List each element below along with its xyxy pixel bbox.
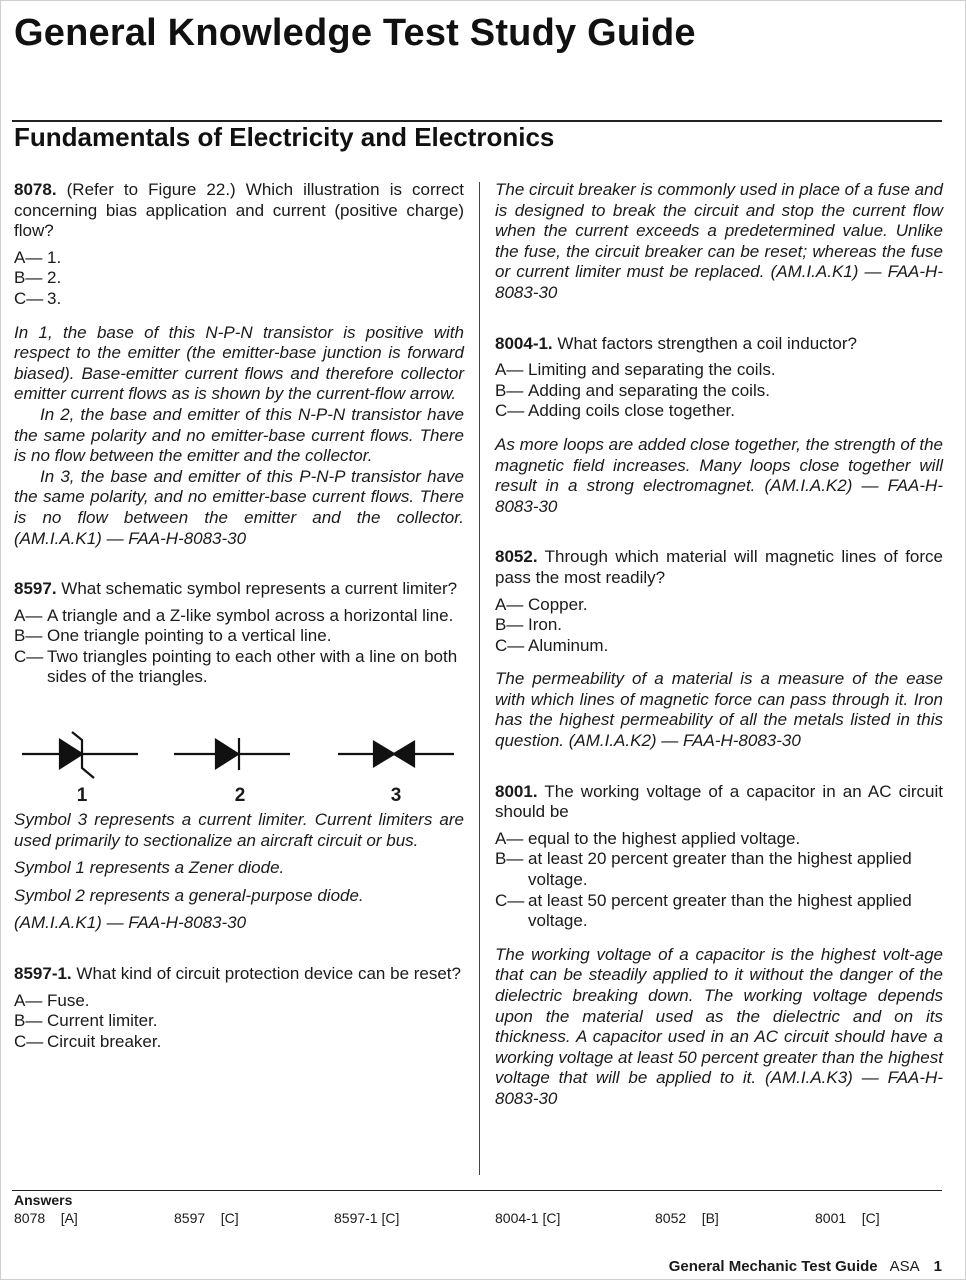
choice-text: Fuse. (47, 990, 90, 1010)
answer-choices (14, 991, 464, 1053)
answer-choices (14, 606, 464, 688)
question-text (495, 782, 943, 823)
question-number: 8597-1. (14, 964, 72, 984)
answer-key-item: 8597-1 [C] (334, 1210, 400, 1226)
choice-b (14, 1011, 464, 1032)
choice-letter: B— (14, 1011, 43, 1031)
choice-letter: A— (14, 247, 43, 267)
section-title: Fundamentals of Electricity and Electronics (14, 122, 555, 152)
choice-letter: A— (14, 605, 43, 625)
choice-text: Adding coils close together. (528, 401, 735, 421)
choice-text: equal to the highest applied voltage. (528, 828, 801, 848)
question-8001 (495, 782, 943, 1110)
answers-rule (12, 1190, 942, 1191)
choice-text: Iron. (528, 615, 563, 635)
answer-choices (495, 829, 943, 932)
schematic-symbols-figure (14, 710, 464, 810)
question-stem: Through which material will magnetic lines of force pass the most readily? (495, 547, 944, 587)
choice-text: 2. (47, 268, 62, 288)
choice-a (14, 991, 464, 1012)
column-divider (479, 182, 480, 1175)
choice-letter: B— (14, 626, 43, 646)
choice-a (495, 829, 943, 850)
answers-heading: Answers (14, 1192, 73, 1208)
page-footer (669, 1258, 942, 1275)
choice-b (14, 626, 464, 647)
choice-b (495, 381, 943, 402)
explanation-paragraph: In 3, the base and emitter of this P-N-P transistor have the same polarity, and no emitter-base current flows. There is no flow between the emitter and the collector. (AM.I.A.K1) — FAA-H-8083-30 (14, 466, 464, 548)
explanation-paragraph: Symbol 2 represents a general-purpose diode. (14, 885, 364, 905)
answer-key-item: 8078 [A] (14, 1210, 78, 1226)
right-column (495, 180, 943, 1110)
choice-text: Current limiter. (47, 1011, 158, 1031)
choice-letter: B— (14, 268, 43, 288)
choice-letter: C— (495, 635, 525, 655)
choice-text: at least 20 percent greater than the highest applied voltage. (528, 849, 912, 890)
choice-c (14, 647, 464, 688)
answer-key-item: 8597 [C] (174, 1210, 239, 1226)
figure-label-2: 2 (234, 785, 246, 807)
question-stem: What schematic symbol represents a current limiter? (61, 579, 458, 599)
choice-c (495, 636, 943, 657)
choice-text: A triangle and a Z-like symbol across a horizontal line. (47, 605, 454, 625)
question-number: 8004-1. (495, 333, 553, 353)
question-text (14, 579, 464, 600)
choice-letter: C— (495, 890, 525, 910)
choice-text: One triangle pointing to a vertical line. (47, 626, 332, 646)
choice-text: Aluminum. (528, 635, 609, 655)
choice-a (495, 595, 943, 616)
choice-letter: C— (14, 646, 44, 666)
choice-letter: C— (14, 288, 44, 308)
question-8597-1 (14, 964, 464, 1052)
question-8052 (495, 547, 943, 751)
choice-c (495, 891, 943, 932)
explanation-paragraph: Symbol 3 represents a current limiter. Current limiters are used primarily to sectionalize an aircraft circuit or bus. (14, 810, 464, 850)
question-number: 8001. (495, 781, 538, 801)
question-stem: (Refer to Figure 22.) Which illustration is correct concerning bias application and current (positive charge) flow? (14, 180, 464, 241)
choice-a (14, 606, 464, 627)
answer-key-item: 8001 [C] (815, 1210, 880, 1226)
left-column (14, 180, 464, 1065)
explanation-paragraph: The permeability of a material is a measure of the ease with which lines of magnetic force can pass through it. Iron has the highest permeability of all the metals listed in this question. (AM.I.A.K2) — FAA-H-8083-30 (495, 669, 943, 751)
question-stem: What kind of circuit protection device can be reset? (76, 964, 461, 984)
question-number: 8597. (14, 579, 57, 599)
choice-letter: A— (495, 594, 524, 614)
answer-choices (495, 595, 943, 657)
choice-letter: C— (495, 401, 525, 421)
choice-letter: B— (495, 615, 524, 635)
choice-letter: A— (14, 990, 43, 1010)
footer-guide-title: General Mechanic Test Guide (668, 1258, 878, 1275)
question-8597 (14, 579, 464, 934)
choice-letter: B— (495, 380, 524, 400)
explanation-paragraph: Symbol 1 represents a Zener diode. (14, 858, 285, 878)
question-stem: The working voltage of a capacitor in an AC circuit should be (495, 781, 943, 822)
schematic-symbols (14, 710, 464, 790)
choice-letter: B— (495, 849, 524, 869)
choice-letter: C— (14, 1031, 44, 1051)
explanation-reference: (AM.I.A.K1) — FAA-H-8083-30 (14, 913, 247, 933)
question-text (14, 964, 464, 985)
choice-letter: A— (495, 360, 524, 380)
question-number: 8078. (14, 180, 57, 199)
choice-text: 1. (47, 247, 62, 267)
footer-publisher: ASA (889, 1258, 920, 1275)
choice-c (14, 289, 464, 310)
choice-letter: A— (495, 828, 524, 848)
choice-text: Circuit breaker. (47, 1031, 162, 1051)
choice-text: at least 50 percent greater than the highest applied voltage. (528, 890, 912, 931)
question-text (495, 547, 943, 588)
choice-text: 3. (47, 288, 62, 308)
explanation-8597-1: The circuit breaker is commonly used in place of a fuse and is designed to break the circuit and stop the current flow when the current exceeds a predetermined value. Unlike the fuse, the circuit breaker can be reset; whereas the fuse or current limiter must be replaced. (AM.I.A.K1) — FAA-H-8083-30 (495, 180, 943, 302)
current-limiter-symbol (338, 742, 454, 766)
choice-text: Copper. (528, 594, 588, 614)
choice-b (495, 615, 943, 636)
question-8004-1 (495, 334, 943, 518)
answer-key-item: 8004-1 [C] (495, 1210, 561, 1226)
explanation-paragraph: In 1, the base of this N-P-N transistor is positive with respect to the emitter (the emitter-base junction is forward biased). Base-emitter current flows and therefore collector emitter current flows as is shown by the current-flow arrow. (14, 322, 464, 404)
choice-text: Limiting and separating the coils. (528, 360, 776, 380)
choice-a (495, 360, 943, 381)
choice-b (495, 849, 943, 890)
choice-text: Two triangles pointing to each other with a line on both sides of the triangles. (47, 646, 458, 687)
answer-choices (14, 248, 464, 310)
page-number: 1 (933, 1258, 942, 1275)
page-title: General Knowledge Test Study Guide (14, 12, 696, 54)
question-number: 8052. (495, 547, 538, 567)
figure-label-1: 1 (76, 785, 88, 807)
question-text (495, 334, 943, 355)
question-stem: What factors strengthen a coil inductor? (557, 333, 857, 353)
diode-symbol (174, 738, 290, 770)
choice-a (14, 248, 464, 269)
explanation-paragraph: In 2, the base and emitter of this N-P-N transistor have the same polarity and no emitter-base current flows. There is no flow between the emitter and the collector. (14, 404, 464, 466)
choice-b (14, 268, 464, 289)
answer-key-item: 8052 [B] (655, 1210, 719, 1226)
question-8078 (14, 180, 464, 549)
zener-diode-symbol (22, 732, 138, 778)
choice-c (495, 401, 943, 422)
explanation-paragraph: As more loops are added close together, the strength of the magnetic field increases. Many loops close together will result in a strong electromagnet. (AM.I.A.K2) — FAA-H-8083-30 (495, 434, 943, 516)
choice-text: Adding and separating the coils. (528, 380, 770, 400)
answer-choices (495, 360, 943, 422)
choice-c (14, 1032, 464, 1053)
figure-label-3: 3 (390, 785, 402, 807)
explanation-paragraph: The working voltage of a capacitor is the highest volt-age that can be steadily applied to it without the danger of the dielectric breaking down. The working voltage depends upon the material used as the dielectric and on its thickness. A capacitor used in an AC circuit should have a working voltage at least 50 percent greater than the highest voltage that will be applied to it. (AM.I.A.K3) — FAA-H-8083-30 (495, 944, 943, 1108)
question-text (14, 180, 464, 242)
